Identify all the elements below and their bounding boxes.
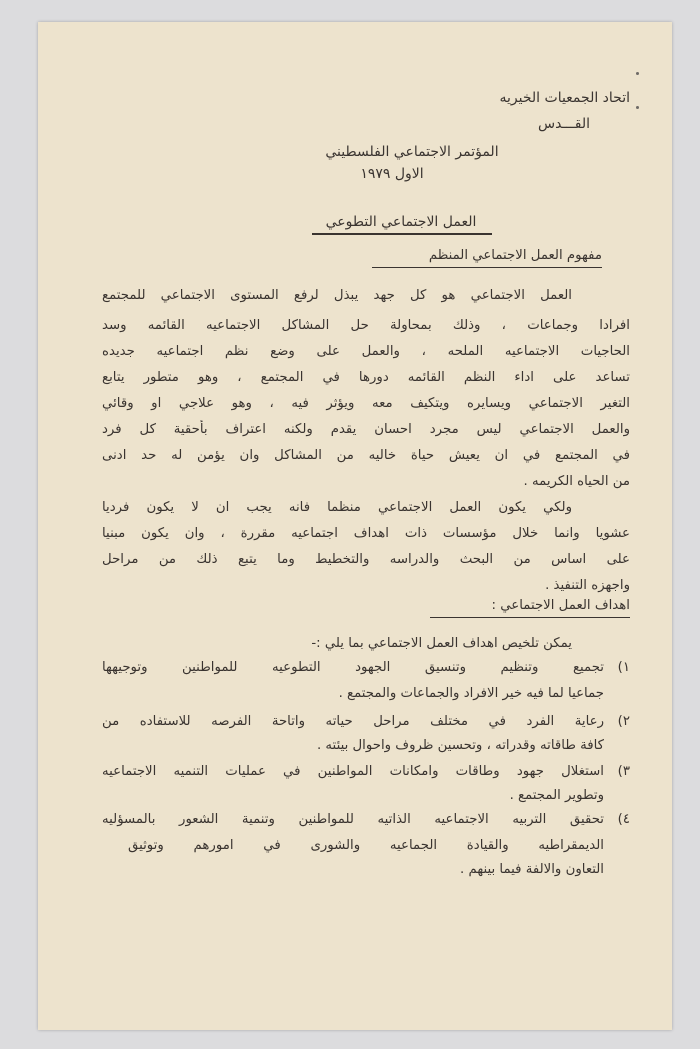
paragraph-line: من الحياه الكريمه . [523,474,630,489]
conference-name: المؤتمر الاجتماعي الفلسطيني [325,144,499,160]
city-name: القـــدس [538,116,590,132]
list-item-line: الديمقراطيه والقيادة الجماعيه والشورى في امورهم وتوثيق [128,838,604,853]
organization-name: اتحاد الجمعيات الخيريه [499,90,630,106]
punch-hole [636,72,639,75]
paragraph-line: افرادا وجماعات ، وذلك بمحاولة حل المشاكل الاجتماعيه القائمه وسد [102,318,630,333]
paragraph-line: على اساس من البحث والدراسه والتخطيط وما يتبع ذلك من مراحل [102,552,630,567]
section-heading-goals: اهداف العمل الاجتماعي : [491,598,630,613]
paragraph-line: التغير الاجتماعي ويسايره ويتكيف معه ويؤثر فيه ، وهو علاجي او وقائي [102,396,630,411]
paragraph-line: العمل الاجتماعي هو كل جهد يبذل لرفع المستوى الاجتماعي للمجتمع [102,288,572,303]
heading-underline [430,617,630,618]
section-heading-concept: مفهوم العمل الاجتماعي المنظم [428,248,602,263]
heading-underline [372,267,602,268]
paragraph-line: والعمل الاجتماعي ليس مجرد احسان يقدم ولكنه اعتراف بأحقية كل فرد [102,422,630,437]
paragraph-line: ولكي يكون العمل الاجتماعي منظما فانه يجب ان لا يكون فرديا [102,500,572,515]
paragraph-line: في المجتمع في ان يعيش حياة خاليه من المشاكل وان يؤمن له حد ادنى [102,448,630,463]
conference-edition: الاول ١٩٧٩ [360,166,424,182]
document-title: العمل الاجتماعي التطوعي [325,214,477,230]
item-number: ١) [617,660,630,675]
paragraph-line: واجهزه التنفيذ . [545,578,630,593]
item-number: ٢) [617,714,630,729]
title-underline [312,233,492,235]
goals-intro: يمكن تلخيص اهداف العمل الاجتماعي بما يلي :- [311,636,572,651]
paragraph-line: تساعد على اداء النظم القائمه دورها في المجتمع ، وهو متطور يتابع [102,370,630,385]
list-item-line: تحقيق التربيه الاجتماعيه الذاتيه للمواطنين وتنمية الشعور بالمسؤليه [102,812,604,827]
punch-hole [636,106,639,109]
list-item-line: رعاية الفرد في مختلف مراحل حياته واتاحة الفرصه للاستفاده من [102,714,604,729]
document-page [38,22,672,1030]
item-number: ٣) [617,764,630,779]
list-item-line: استغلال جهود وطاقات وامكانات المواطنين في عمليات التنميه الاجتماعيه [102,764,604,779]
paragraph-line: الحاجيات الاجتماعيه الملحه ، والعمل على وضع نظم اجتماعيه جديده [102,344,630,359]
list-item-line: جماعيا لما فيه خير الافراد والجماعات والمجتمع . [338,686,604,701]
list-item-line: كافة طاقاته وقدراته ، وتحسين ظروف واحوال بيئته . [316,738,604,753]
list-item-line: التعاون والالفة فيما بينهم . [460,862,604,877]
list-item-line: وتطوير المجتمع . [509,788,604,803]
item-number: ٤) [617,812,630,827]
list-item-line: تجميع وتنظيم وتنسيق الجهود التطوعيه للمواطنين وتوجيهها [102,660,604,675]
paragraph-line: عشويا وانما خلال مؤسسات ذات اهداف اجتماعيه مقررة ، وان يكون مبنيا [102,526,630,541]
